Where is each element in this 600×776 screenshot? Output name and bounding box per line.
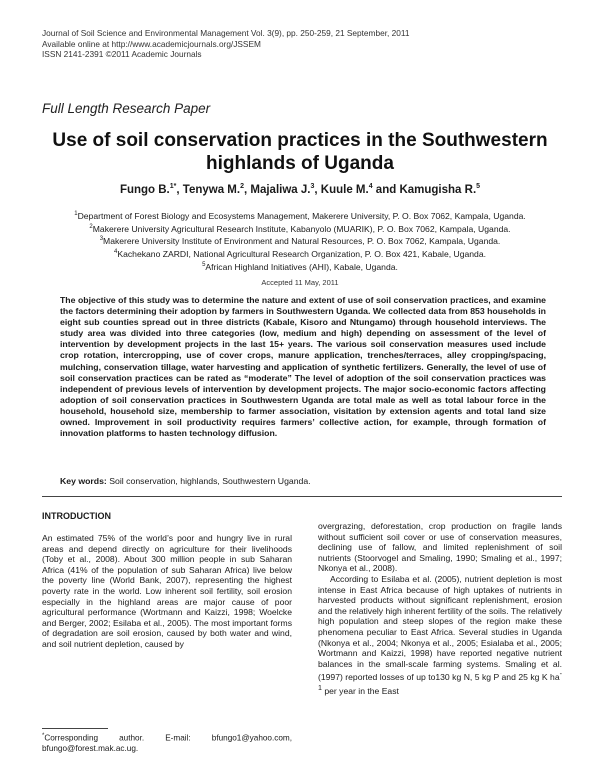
paper-type: Full Length Research Paper (42, 101, 211, 116)
body-paragraph-text: According to Esilaba et al. (2005), nutrient depletion is most intense in East Africa because of high uptakes of nutrients in harvested products without significant replenishment, erosion and the relatively high inherent fertility of the soils. The relatively high population and steep slopes of the region make these phenomena peculiar to East Africa. Several studies in Uganda (Nkonya et al., 2004; Nkonya et al., 2005; Esialaba et al., 2005; Wortmann and Kaizzi, 1998) have reported negative nutrient balances in the small-scale farming systems. Smaling et al. (1997) reported losses of up to130 kg N, 5 kg P and 25 kg K ha (318, 573, 562, 683)
footnote-divider (42, 728, 108, 729)
author-separator: and (372, 183, 400, 196)
author-affil-mark: 1* (169, 183, 177, 190)
body-paragraph-tail: per year in the East (321, 685, 399, 696)
affiliation (40, 247, 560, 260)
author-affil-mark: 2 (240, 183, 244, 190)
body-paragraph: overgrazing, deforestation, crop production on fragile lands without sufficient soil cover or use of conservation measures, declining use of fallow, and limited replenishment of soil nutrients (Stoorvogel and Smaling, 1990; Smaling et al., 1997; Nkonya et al., 2008). (318, 521, 562, 574)
affiliation-mark: 3 (99, 236, 104, 243)
affiliation-text: Kachekano ZARDI, National Agricultural Research Organization, P. O. Box 421, Kabale, Uganda. (117, 248, 486, 259)
affiliation-list (40, 209, 560, 272)
corresponding-author-footnote (42, 731, 292, 755)
section-heading-introduction: INTRODUCTION (42, 511, 111, 521)
author-affil-mark: 4 (368, 183, 373, 190)
affiliation-text: African Highland Initiatives (AHI), Kabale, Uganda. (205, 261, 398, 272)
author: Fungo B. (119, 183, 170, 196)
accepted-date: Accepted 11 May, 2011 (261, 278, 339, 287)
body-column-right (318, 521, 562, 696)
affiliation (40, 234, 560, 247)
author-affil-mark: 3 (310, 183, 315, 190)
section-divider (42, 496, 562, 497)
body-column-left (42, 533, 292, 650)
body-paragraph: An estimated 75% of the world’s poor and hungry live in rural areas and depend directly on agriculture for their livelihoods (Toby et al., 2008). About 300 million people in sub Saharan Africa (41% of the population of sub Saharan Africa) live below the poverty line (World Bank, 2007), representing the highest poverty rate in the world. Low inherent soil fertility, soil erosion especially in the highland areas are major cause of poor agricultural performance (Wortmann and Kaizzi, 1998; Woelcke and Berger, 2002; Esilaba et al., 2005). The most important forms of degradation are soil erosion, caused by both water and wind, and soil nutrient depletion, caused by (42, 533, 292, 649)
affiliation (40, 209, 560, 222)
affiliation-mark: 1 (74, 211, 78, 217)
author: Kamugisha R. (399, 183, 477, 196)
unit-exponent: -1 (318, 670, 562, 692)
affiliation-mark: 5 (202, 261, 206, 268)
keywords-text: Soil conservation, highlands, Southwestern Uganda. (109, 476, 311, 486)
affiliation (40, 222, 560, 235)
journal-header (42, 28, 409, 60)
affiliation (40, 260, 560, 273)
footnote-text: Corresponding author. E-mail: bfungo1@yahoo.com, bfungo@forest.mak.ac.ug. (42, 733, 292, 754)
affiliation-text: Makerere University Agricultural Research Institute, Kabanyolo (MUARIK), P. O. Box 7062, Kampala, Uganda. (92, 223, 511, 234)
journal-issn: ISSN 2141-2391 ©2011 Academic Journals (42, 49, 202, 59)
author: Kuule M. (320, 183, 369, 196)
keywords-label: Key words: (60, 476, 107, 486)
affiliation-mark: 2 (89, 223, 93, 230)
paper-title: Use of soil conservation practices in the Southwestern highlands of Uganda (52, 130, 548, 174)
body-paragraph (318, 574, 562, 696)
affiliation-text: Department of Forest Biology and Ecosystems Management, Makerere University, P. O. Box 7062, Kampala, Uganda. (77, 210, 526, 221)
footnote-mark: * (42, 733, 45, 739)
author-list (40, 183, 560, 196)
journal-online-url[interactable]: Available online at http://www.academicjournals.org/JSSEM (42, 38, 261, 49)
journal-citation: Journal of Soil Science and Environmental Management Vol. 3(9), pp. 250-259, 21 September, 2011 (42, 28, 410, 38)
affiliation-mark: 4 (114, 248, 118, 255)
abstract: The objective of this study was to determine the nature and extent of use of soil conservation practices, and examine the factors determining their adoption by farmers in Southwestern Uganda. We collected data from 853 households in eight sub counties spread out in three districts (Kabale, Kisoro and Ntungamo) through household interviews. The study area was divided into three categories (low, medium and high) depending on assessment of the level of intervention by development projects in the last 15+ years. The various soil conservation measures used include crop rotation, intercropping, use of cover crops, manure application, trenches/terraces, alley cropping/spacing, mulching, conservation tillage, water harvesting and application of synthetic fertilizers. Generally, the level of use of soil conservation practices can be rated as “moderate” The level of adoption of the soil conservation practices was independent of previous levels of intervention by development projects. The major socio-economic factors affecting adoption of soil conservation practices in Southwestern Uganda are total male as well as total labour force in the household, household size, membership to farmer association, visitation by extension agents and total land size owned. Improvement in soil productivity requires farmers’ collective action, for example, through formation of innovation platforms to hasten technology diffusion. (60, 295, 546, 439)
keywords (60, 476, 546, 486)
author: Tenywa M. (182, 183, 241, 196)
author-separator: , (244, 183, 251, 196)
author: Majaliwa J. (250, 183, 311, 196)
affiliation-text: Makerere University Institute of Environment and Natural Resources, P. O. Box 7062, Kampala, Uganda. (103, 236, 501, 247)
author-separator: , (314, 183, 321, 196)
author-separator: , (176, 183, 183, 196)
author-affil-mark: 5 (476, 183, 481, 190)
